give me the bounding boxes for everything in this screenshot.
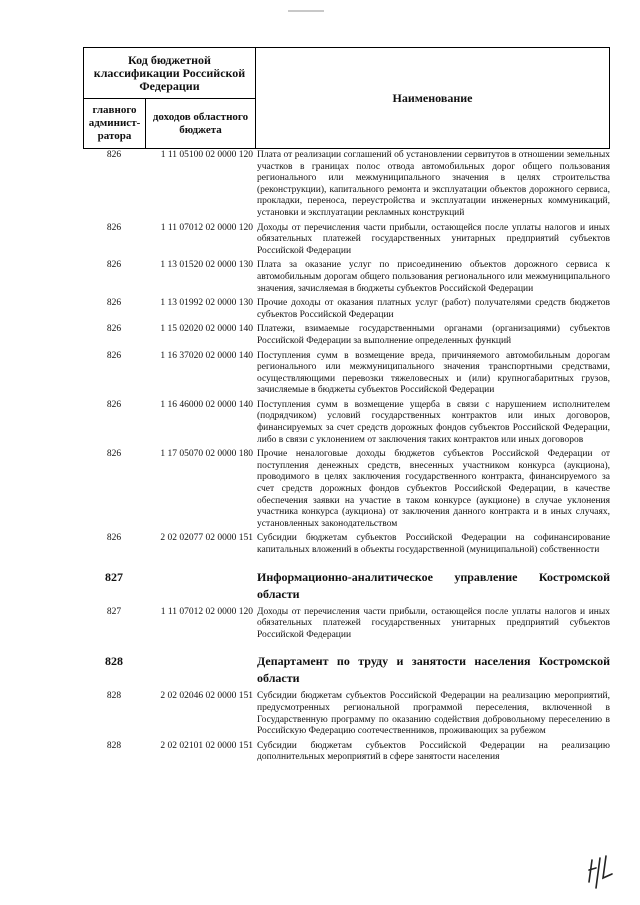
cell-income-code: 2 02 02101 02 0000 151 bbox=[160, 740, 253, 751]
scan-mark bbox=[288, 10, 324, 12]
cell-income-code: 1 17 05070 02 0000 180 bbox=[160, 449, 253, 460]
cell-admin-code: 826 bbox=[106, 298, 122, 309]
table-header bbox=[83, 47, 610, 149]
cell-income-code: 1 16 46000 02 0000 140 bbox=[160, 399, 253, 410]
table-row bbox=[83, 607, 610, 642]
cell-name: Департамент по труду и занятости населения Костромской области bbox=[257, 654, 610, 686]
table-row bbox=[83, 223, 610, 258]
cell-name: Поступления сумм в возмещение вреда, причиняемого автомобильным дорогам регионального или межмуниципального значения транспортными средствами, осуществляющими перевозки тяжеловесных и (или) крупногабаритных грузов, зачисляемые в бюджеты субъектов Российской Федерации bbox=[257, 350, 610, 396]
cell-admin-code: 826 bbox=[106, 399, 122, 410]
cell-admin-code: 828 bbox=[106, 740, 122, 751]
header-code-group: Код бюджетной классификации Российской Федерации bbox=[84, 48, 256, 99]
cell-name: Субсидии бюджетам субъектов Российской Федерации на реализацию мероприятий, предусмотренных региональной программой переселения, включенной в Государственную программу по оказанию содействия добровольному переселению в Российскую Федерацию соотечественников, проживающих за рубежом bbox=[257, 691, 610, 737]
cell-admin-code: 826 bbox=[106, 324, 122, 335]
cell-admin-code: 826 bbox=[106, 350, 122, 361]
cell-name: Поступления сумм в возмещение ущерба в связи с нарушением исполнителем (подрядчиком) условий государственных контрактов или иных договоров, финансируемых за счет средств дорожных фондов субъектов Российской Федерации, либо в связи с уклонением от заключения таких контрактов или иных договоров bbox=[257, 399, 610, 445]
cell-name: Плата за оказание услуг по присоединению объектов дорожного сервиса к автомобильным дорогам общего пользования регионального или межмуниципального значения, зачисляемая в бюджеты субъектов Российской Федерации bbox=[257, 260, 610, 294]
cell-name: Прочие неналоговые доходы бюджетов субъектов Российской Федерации от поступления денежных средств, внесенных участником конкурса (аукциона), проводимого в целях заключения государственного контракта, финансируемого за счет средств дорожных фондов субъектов Российской Федерации, в качестве обеспечения заявки на участие в таком конкурсе (аукционе) в случае уклонения участника конкурса (аукциона) от заключения данного контракта и в иных случаях, установленных законодательством bbox=[257, 449, 610, 529]
header-name: Наименование bbox=[256, 48, 610, 149]
cell-name: Информационно-аналитическое управление Костромской области bbox=[257, 569, 610, 601]
table-row bbox=[83, 741, 610, 764]
table-row bbox=[83, 298, 610, 321]
department-row bbox=[83, 653, 610, 687]
cell-income-code: 1 15 02020 02 0000 140 bbox=[160, 324, 253, 335]
cell-name: Субсидии бюджетам субъектов Российской Федерации на реализацию дополнительных мероприятий в сфере занятости населения bbox=[257, 740, 610, 763]
table-row bbox=[83, 691, 610, 737]
page-number-handwritten bbox=[586, 852, 616, 892]
table-row bbox=[83, 324, 610, 347]
header-admin: главного админист-ратора bbox=[84, 99, 146, 149]
cell-admin-code: 827 bbox=[106, 606, 122, 617]
cell-income-code: 1 16 37020 02 0000 140 bbox=[160, 350, 253, 361]
cell-admin-code: 826 bbox=[106, 533, 122, 544]
cell-admin-code: 826 bbox=[106, 449, 122, 460]
cell-name: Плата от реализации соглашений об установлении сервитутов в отношении земельных участков в границах полос отвода автомобильных дорог общего пользования регионального или межмуниципального значения в целях строительства (реконструкции), капитального ремонта и эксплуатации объектов дорожного сервиса, прокладки, переноса, переустройства и эксплуатации инженерных коммуникаций, установки и эксплуатации рекламных конструкций bbox=[257, 150, 610, 218]
cell-income-code: 2 02 02046 02 0000 151 bbox=[160, 691, 253, 702]
department-row bbox=[83, 569, 610, 603]
cell-name: Доходы от перечисления части прибыли, остающейся после уплаты налогов и иных обязательных платежей государственных унитарных предприятий субъектов Российской Федерации bbox=[257, 222, 610, 256]
cell-name: Прочие доходы от оказания платных услуг (работ) получателями средств бюджетов субъектов Российской Федерации bbox=[257, 298, 610, 320]
cell-admin-code: 828 bbox=[106, 691, 122, 702]
cell-admin-code: 826 bbox=[106, 260, 122, 271]
table-row bbox=[83, 400, 610, 446]
table-row bbox=[83, 351, 610, 397]
cell-income-code: 1 11 07012 02 0000 120 bbox=[160, 222, 253, 233]
cell-admin-code: 828 bbox=[105, 654, 123, 669]
cell-name: Платежи, взимаемые государственными органами (организациями) субъектов Российской Федерации за выполнение определенных функций bbox=[257, 324, 610, 346]
table-row bbox=[83, 449, 610, 530]
cell-name: Субсидии бюджетам субъектов Российской Федерации на софинансирование капитальных вложений в объекты государственной (муниципальной) собственности bbox=[257, 533, 610, 555]
cell-name: Доходы от перечисления части прибыли, остающейся после уплаты налогов и иных обязательных платежей государственных унитарных предприятий субъектов Российской Федерации bbox=[257, 606, 610, 640]
cell-income-code: 1 11 07012 02 0000 120 bbox=[160, 606, 253, 617]
cell-income-code: 1 13 01520 02 0000 130 bbox=[160, 260, 253, 271]
table-row bbox=[83, 260, 610, 295]
cell-admin-code: 827 bbox=[105, 569, 123, 584]
table-body bbox=[83, 150, 610, 764]
cell-admin-code: 826 bbox=[106, 222, 122, 233]
table-row bbox=[83, 150, 610, 220]
header-income: доходов областного бюджета bbox=[146, 99, 256, 149]
table-row bbox=[83, 533, 610, 556]
cell-income-code: 2 02 02077 02 0000 151 bbox=[160, 533, 253, 544]
cell-admin-code: 826 bbox=[106, 150, 122, 160]
cell-income-code: 1 13 01992 02 0000 130 bbox=[160, 298, 253, 309]
cell-income-code: 1 11 05100 02 0000 120 bbox=[160, 150, 253, 160]
